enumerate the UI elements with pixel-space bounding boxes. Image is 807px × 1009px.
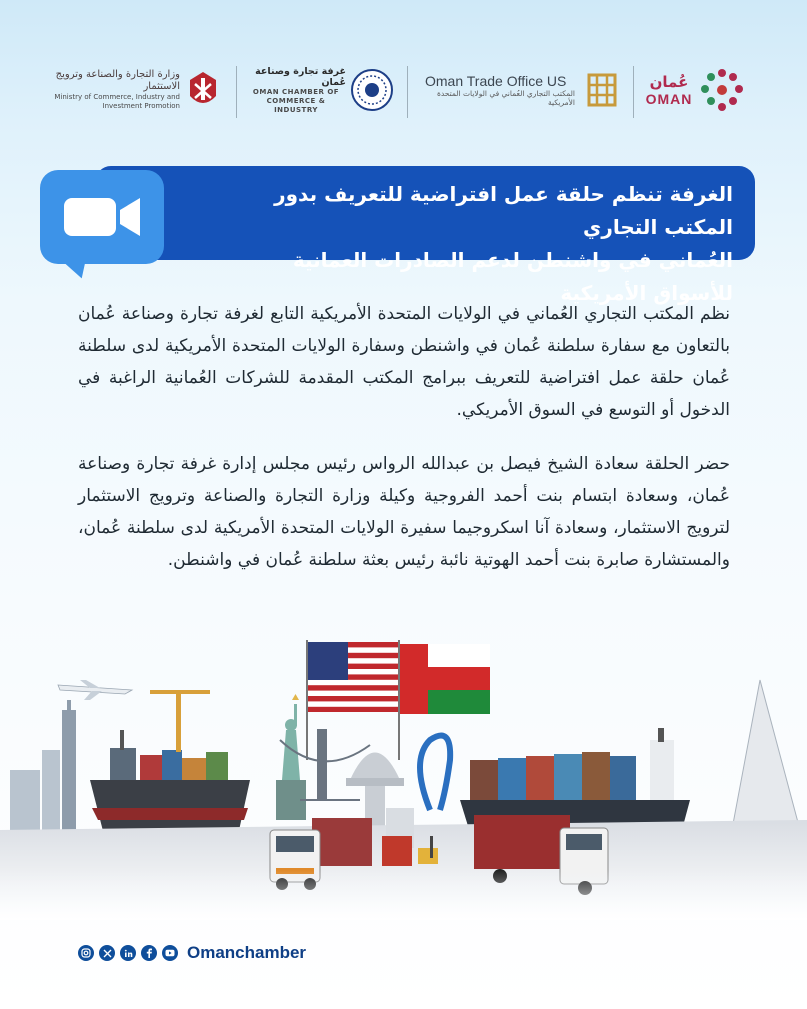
title-banner <box>95 166 755 305</box>
statue-of-liberty-icon <box>276 694 306 820</box>
page-title <box>213 178 733 310</box>
video-camera-icon <box>40 170 164 264</box>
social-footer <box>78 940 306 966</box>
airplane-icon <box>58 680 132 700</box>
logo-divider <box>407 66 408 118</box>
pyramid-tower <box>730 680 800 840</box>
logo-divider <box>236 66 237 118</box>
trade-office-name-en: Oman Trade Office US <box>425 73 567 89</box>
x-icon[interactable] <box>99 945 115 961</box>
city-skyline <box>10 700 76 840</box>
chamber-name-en-2: COMMERCE & INDUSTRY <box>266 96 326 114</box>
title-line-1: الغرفة تنظم حلقة عمل افتراضية للتعريف بدور المكتب التجاري <box>274 182 733 239</box>
partner-logos <box>0 58 807 128</box>
truck-middle <box>382 808 414 866</box>
oman-brand-ar: عُمان <box>649 73 689 91</box>
oman-brand-mark-icon <box>697 65 747 115</box>
logo-divider <box>633 66 634 118</box>
instagram-icon[interactable] <box>78 945 94 961</box>
oman-flag-icon <box>398 640 490 760</box>
video-call-bubble <box>40 170 164 264</box>
trade-office-name-ar: المكتب التجاري العُماني في الولايات المتحدة الأمريكية <box>436 89 575 107</box>
trade-office-logo <box>425 58 625 122</box>
ministry-name-en-1: Ministry of Commerce, Industry and <box>54 93 180 101</box>
linkedin-icon[interactable] <box>120 945 136 961</box>
body-paragraph-1: نظم المكتب التجاري العُماني في الولايات المتحدة الأمريكية التابع لغرفة تجارة وصناعة عُمان بالتعاون مع سفارة سلطنة عُمان في واشنطن وسفارة الولايات المتحدة الأمريكية لدى سلطنة عُمان حلقة عمل افتراضية للتعريف ببرامج المكتب المقدمة للشركات العُمانية الراغبة في الدخول أو التوسع في السوق الأمريكي. <box>78 304 730 420</box>
ministry-logo <box>52 58 222 122</box>
social-handle[interactable]: Omanchamber <box>187 943 307 962</box>
body-paragraph-2: حضر الحلقة سعادة الشيخ فيصل بن عبدالله الرواس رئيس مجلس إدارة غرفة تجارة وصناعة عُمان، وسعادة ابتسام بنت أحمد الفروجية وكيلة وزارة التجارة والصناعة وترويج الاستثمار لترويج الاستثمار، وسعادة آنا اسكروجيما سفيرة الولايات المتحدة الأمريكية لدى سلطنة عُمان، والمستشارة صابرة بنت أحمد الهوتية نائبة رئيس بعثة سلطنة عُمان في واشنطن. <box>78 454 730 570</box>
cargo-ship-left <box>90 690 250 835</box>
title-line-2: العُماني في واشنطن لدعم الصادرات العمانية للأسواق الأمريكية <box>292 248 733 305</box>
facebook-icon[interactable] <box>141 945 157 961</box>
ministry-name-ar: وزارة التجارة والصناعة وترويج الاستثمار <box>55 69 180 92</box>
chamber-name-en-1: OMAN CHAMBER OF <box>252 87 340 96</box>
chamber-name-ar: غرفة تجارة وصناعة عُمان <box>255 65 346 88</box>
youtube-icon[interactable] <box>162 945 178 961</box>
ribbon-sculpture <box>420 736 450 811</box>
ministry-name-en-2: Investment Promotion <box>102 102 180 110</box>
trade-knot-icon <box>583 69 621 111</box>
trade-illustration <box>0 630 807 920</box>
chamber-logo <box>246 58 396 122</box>
oman-brand-en: OMAN <box>645 91 693 107</box>
ministry-emblem-icon <box>186 70 220 110</box>
chamber-seal-icon <box>350 68 394 112</box>
oman-brand-logo <box>645 58 755 122</box>
